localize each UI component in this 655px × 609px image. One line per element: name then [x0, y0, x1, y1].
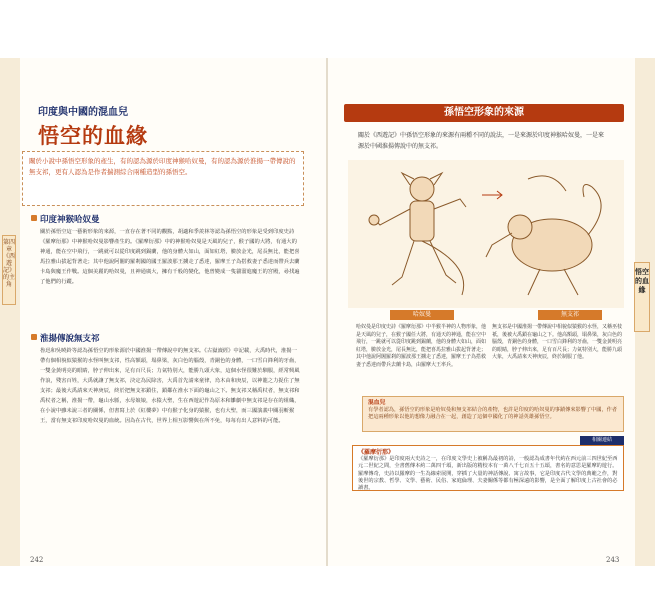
- right-side-tab: 悟空的血緣: [634, 262, 650, 332]
- hybrid-text: 有學者認為，孫悟空的形象是哈奴曼和無支祁結合的產物，也許是印度的哈奴曼的事蹟傳來影響了中國，作者把這兩種形象以他的想像力融合在一起，創造了這個中國化了的神話英雄孫悟空。: [368, 407, 618, 420]
- related-link-box: [352, 445, 624, 491]
- section-heading-hanuman: 印度神猴哈奴曼: [40, 215, 100, 225]
- page-number-left: 242: [30, 556, 44, 564]
- right-intro: 關於《西遊記》中孫悟空形象的來源有兩種不同的說法，一是來源於印度神猴哈奴曼，一是來源於中國淮揚傳說中的無支祁。: [358, 132, 605, 150]
- page-title: 悟空的血緣: [38, 123, 148, 148]
- page-number-right: 243: [606, 556, 620, 564]
- section-body-hanuman: 關於孫悟空這一藝術形象的來源，一直存在著不同的觀點，胡適和季羨林等認為孫悟空的形象是受到印度史詩《羅摩衍那》中神猴哈奴曼影響產生的。《羅摩衍那》中的神猴哈奴曼是天風的兒子，猴子國的大將，有通大的神通，能在空中飛行，一跳就可以從印度跳到錫蘭，他的身體大如山，面如紅塔，臉放金光，尾長無比，能把喜馬拉雅山拔起背著走；其中他說阿闍的羅剎國的國王羅波那王擄走了悉達，羅摩王子為搭救妻子悉達而帶兵去蘭卡島與魔王作戰。這個美麗的哈奴曼，且神通廣大，擁有千般的變化，他曾變成一隻貓溜進魔王的宮殿，尋找遍了他們的行蹤。: [40, 229, 300, 285]
- section-banner: 孫悟空形象的來源: [344, 104, 624, 122]
- related-link-title: 《羅摩衍那》: [358, 449, 395, 456]
- hanuman-description: 哈奴曼是印度史詩《羅摩衍那》中半猴半神的人物形象，他是天風的兒子，在猴子國任大將，有通天的神通，能在空中飛行，一跳就可以從印度跳到錫蘭，他的身體大如山，面如紅塔，臉放金光，尾長無比，能把喜馬拉雅山拔起背著走；其中他說阿闍羅剎的羅波那王擄走了悉達，羅摩王子為搭救妻子悉達而帶兵去蘭卡島，由羅摩大王率兵。: [356, 324, 487, 368]
- related-link-tag: 相關連結: [580, 436, 624, 445]
- chapter-side-tab: 第四章《西遊記》的主角: [2, 235, 16, 305]
- related-link-text: 《羅摩衍那》是印度兩大史詩之一，在印度文學史上被稱為最初的詩，一般認為成書年代約在西元前三四世紀至西元二世紀之間，全書舊傳本約二萬四千頌，新出版的精校本有一萬八千七百五十五頌，書名的意思是羅摩的遊行。羅摩傳奇，史詩以羅摩的一生為線索展開，穿插了大量的神話傳說、寓言故事，它是印度古代文學的典範之作，對後世的宗教、哲學、文學、藝術、民俗、家庭倫理、夫妻關係等都有極深遠的影響，是全面了解印度上古社會的必讀書。: [358, 456, 618, 492]
- hybrid-title: 混血兒: [368, 400, 386, 406]
- section-kicker: 印度與中國的混血兒: [38, 107, 128, 118]
- label-hanuman: 哈奴曼: [390, 310, 454, 320]
- section-body-wuzhiqi: 魯迅和吳曉鈴等認為孫悟空的形象源於中國淮揚一帶傳說中的無支祁。《古嶽瀆經》中記載，大禹時代，淮揚一帶有個相貌似猿猴的水怪叫無支祁，性高額頭，塌鼻梁，灰白色的腦殼，青銅色的身體，一口雪白鋒利的牙齒，一雙金黃明亮的眼睛，脖子伸出來，足有百尺長；力氣特別大，能勝九頭大象，這個水怪很難於馴服，經常興風作浪，殘害百姓，大禹就讓了無支祁，決定為民除害，大禹首先請來童律，烏木由和庚辰，以神龍之力捉住了無支祁；最後大禹請來天神庚辰，終於把無支祁鎖住，鎖鄰在淮水下面的龜山之下。無支祁又稱禹杖者，無支祁和禹杖者之稱，淮揚一帶，龜山水脈，水母娘娘，水猿大聖，生在西遊記作為原本和雛劇中無支祁是存在的組織，在小說中雖未說三者的關係，但書寫上於《紅樓夢》中有猴子化身的猿猴，也有大聖，而三國演義中關羽斬猴王，當有無支祁印度哈奴曼的血統。因為在古代，世界上相互影響與在所不免，每每有出人意料的可能。: [40, 348, 300, 424]
- hybrid-note: [362, 396, 624, 432]
- wuzhiqi-description: 無支祁是中國淮揚一帶傳說中相貌似猿猴的水怪，又稱巫枝祇，後被大禹鎖在龜山之下。他高額頭，塌鼻梁，灰白色的腦殼，青銅色的身體，一口雪白鋒利的牙齒，一雙金黃明亮的眼睛，脖子伸出來，足有百尺長；力氣特別大，能勝九頭大象，大禹請來天神庚辰，終於制服了他。: [492, 324, 623, 360]
- label-wuzhiqi: 無支祁: [538, 310, 602, 320]
- book-spine: [326, 58, 328, 566]
- section-heading-wuzhiqi: 淮揚傳說無支祁: [40, 334, 100, 344]
- intro-box: 關於小說中孫悟空形象的產生，有的認為源於印度神猴哈奴曼，有的認為源於淮揚一帶傳說的無支祁，更有人認為是作者揣測綜合兩種造型的孫悟空。: [22, 151, 304, 206]
- illustration-figures: [352, 165, 622, 305]
